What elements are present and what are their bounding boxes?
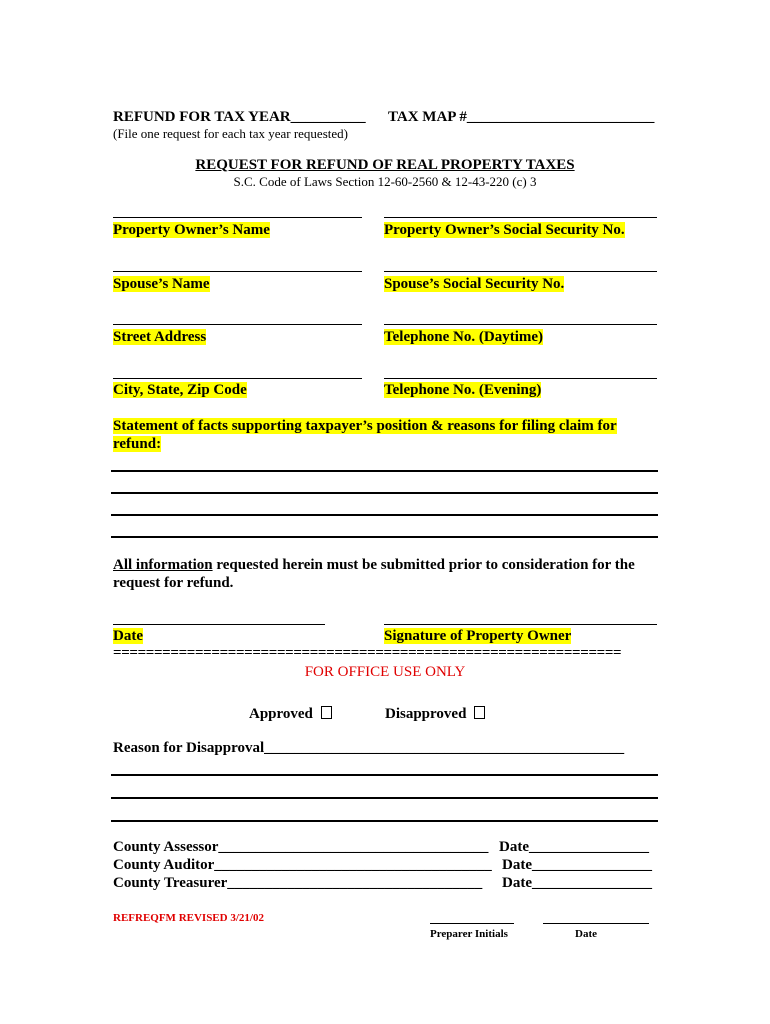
preparer-date-line[interactable] <box>543 923 649 924</box>
phone-day-line[interactable] <box>384 324 657 325</box>
reason-line-1[interactable] <box>111 774 658 776</box>
spouse-name-label: Spouse’s Name <box>113 276 210 292</box>
preparer-initials-label: Preparer Initials <box>430 928 508 940</box>
notice-rest: requested herein must be submitted prior to consideration for the <box>212 557 635 573</box>
preparer-initials-line[interactable] <box>430 923 514 924</box>
city-state-zip-line[interactable] <box>113 378 362 379</box>
reason-for-disapproval: Reason for Disapproval________________________________________________ <box>113 740 625 756</box>
owner-name-line[interactable] <box>113 217 362 218</box>
statement-line-3[interactable] <box>111 514 658 516</box>
street-address-label: Street Address <box>113 329 207 345</box>
date-line[interactable] <box>113 624 325 625</box>
notice-underlined: All information <box>113 557 213 573</box>
form-subtitle: S.C. Code of Laws Section 12-60-2560 & 12-43-220 (c) 3 <box>233 174 537 189</box>
notice-line2: request for refund. <box>113 575 234 591</box>
statement-label-line1: Statement of facts supporting taxpayer’s position & reasons for filing claim for <box>113 418 617 434</box>
revision-note: REFREQFM REVISED 3/21/02 <box>113 912 264 924</box>
treasurer-date-field: Date________________ <box>502 875 652 891</box>
reason-line-3[interactable] <box>111 820 658 822</box>
owner-ssn-line[interactable] <box>384 217 657 218</box>
auditor-date-field: Date________________ <box>502 857 652 873</box>
approved-option[interactable] <box>249 706 332 723</box>
approved-checkbox[interactable] <box>321 706 332 719</box>
county-assessor-field: County Assessor____________________________________ <box>113 839 489 855</box>
spouse-ssn-line[interactable] <box>384 271 657 272</box>
disapproved-label: Disapproved <box>385 706 467 722</box>
date-label: Date <box>113 628 143 644</box>
owner-name-label: Property Owner’s Name <box>113 222 270 238</box>
phone-day-label: Telephone No. (Daytime) <box>384 329 544 345</box>
statement-line-4[interactable] <box>111 536 658 538</box>
county-auditor-field: County Auditor_____________________________________ <box>113 857 492 873</box>
disapproved-option[interactable] <box>385 706 485 723</box>
signature-line[interactable] <box>384 624 657 625</box>
assessor-date-field: Date________________ <box>499 839 649 855</box>
phone-evening-line[interactable] <box>384 378 657 379</box>
phone-evening-label: Telephone No. (Evening) <box>384 382 542 398</box>
city-state-zip-label: City, State, Zip Code <box>113 382 247 398</box>
county-treasurer-field: County Treasurer__________________________________ <box>113 875 483 891</box>
approved-label: Approved <box>249 706 313 722</box>
file-note: (File one request for each tax year requested) <box>113 126 348 141</box>
spouse-ssn-label: Spouse’s Social Security No. <box>384 276 565 292</box>
owner-ssn-label: Property Owner’s Social Security No. <box>384 222 625 238</box>
office-heading: FOR OFFICE USE ONLY <box>304 664 466 680</box>
form-title <box>0 157 770 174</box>
tax-map-field: TAX MAP #_________________________ <box>388 109 655 125</box>
spouse-name-line[interactable] <box>113 271 362 272</box>
office-separator: ============================================================== <box>113 645 622 661</box>
street-address-line[interactable] <box>113 324 362 325</box>
statement-line-2[interactable] <box>111 492 658 494</box>
signature-label: Signature of Property Owner <box>384 628 572 644</box>
notice-line1 <box>113 557 635 574</box>
statement-line-1[interactable] <box>111 470 658 472</box>
preparer-date-label: Date <box>575 928 597 940</box>
reason-line-2[interactable] <box>111 797 658 799</box>
statement-label-line2: refund: <box>113 436 162 452</box>
tax-year-field: REFUND FOR TAX YEAR__________ <box>113 109 366 125</box>
form-title-text: REQUEST FOR REFUND OF REAL PROPERTY TAXES <box>195 157 575 173</box>
disapproved-checkbox[interactable] <box>474 706 485 719</box>
